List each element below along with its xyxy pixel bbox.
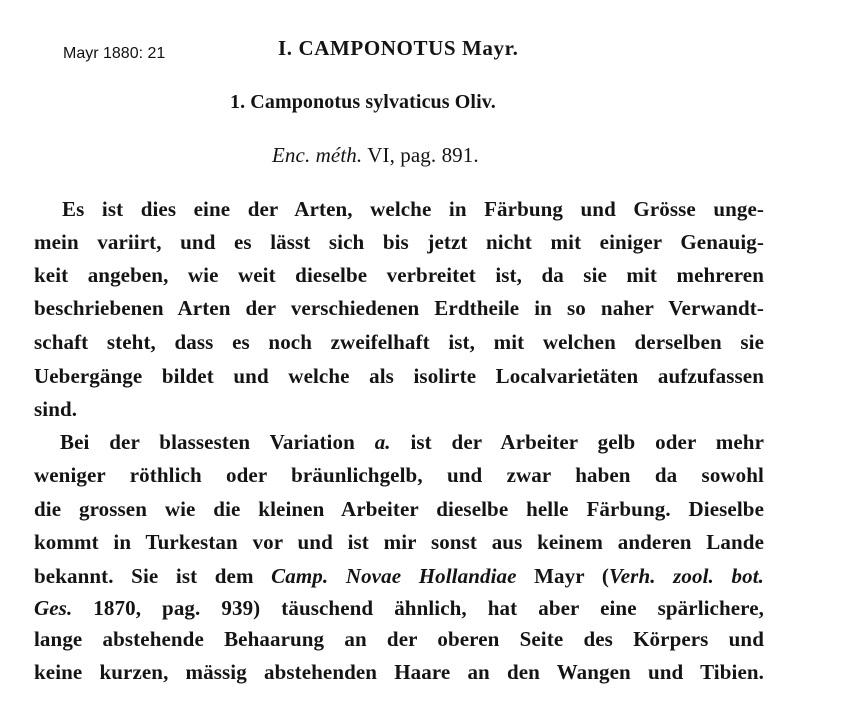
species-heading: 1. Camponotus sylvaticus Oliv.	[230, 91, 496, 113]
paragraph-2-line: lange abstehende Behaarung an der oberen Seite des Körpers und	[34, 627, 764, 651]
paragraph-1-line: mein variirt, und es lässt sich bis jetzt nicht mit einiger Genauig-	[34, 230, 764, 254]
paragraph-2-line	[60, 430, 764, 455]
paragraph-1-line: Es ist dies eine der Arten, welche in Färbung und Grösse unge-	[62, 197, 764, 221]
paragraph-2-line: keine kurzen, mässig abstehenden Haare an den Wangen und Tibien.	[34, 660, 764, 684]
paragraph-1-line: sind.	[34, 397, 78, 421]
paragraph-1-line: schaft steht, dass es noch zweifelhaft ist, mit welchen derselben sie	[34, 330, 764, 354]
genus-heading: I. CAMPONOTUS Mayr.	[278, 36, 519, 60]
citation-rest: VI, pag. 891.	[362, 143, 479, 167]
text-span: Bei der blassesten Variation	[60, 430, 375, 454]
paragraph-1-line: keit angeben, wie weit dieselbe verbreitet ist, da sie mit mehreren	[34, 263, 764, 287]
paragraph-2-line	[34, 564, 764, 589]
text-span: Mayr (	[516, 564, 609, 588]
text-span: bekannt. Sie ist dem	[34, 564, 272, 588]
paragraph-1-line: beschriebenen Arten der verschiedenen Erdtheile in so naher Verwandt-	[34, 296, 764, 320]
italic-span: Verh. zool. bot.	[608, 564, 764, 588]
text-span: 1870, pag. 939) täuschend ähnlich, hat aber eine spärlichere,	[72, 596, 764, 620]
text-span: ist der Arbeiter gelb oder mehr	[390, 430, 764, 454]
paragraph-1-line: Uebergänge bildet und welche als isolirte Localvarietäten aufzufassen	[34, 364, 764, 388]
reference-label: Mayr 1880: 21	[63, 45, 166, 62]
paragraph-2-line: kommt in Turkestan vor und ist mir sonst aus keinem anderen Lande	[34, 530, 764, 554]
citation-line	[272, 143, 479, 168]
citation-italic: Enc. méth.	[272, 143, 363, 167]
italic-span: Ges.	[34, 596, 73, 620]
paragraph-2-line: die grossen wie die kleinen Arbeiter dieselbe helle Färbung. Dieselbe	[34, 497, 764, 521]
italic-span: a.	[374, 430, 391, 454]
paragraph-2-line: weniger röthlich oder bräunlichgelb, und zwar haben da sowohl	[34, 463, 764, 487]
paragraph-2-line	[34, 596, 764, 621]
italic-span: Camp. Novae Hollandiae	[271, 564, 517, 588]
